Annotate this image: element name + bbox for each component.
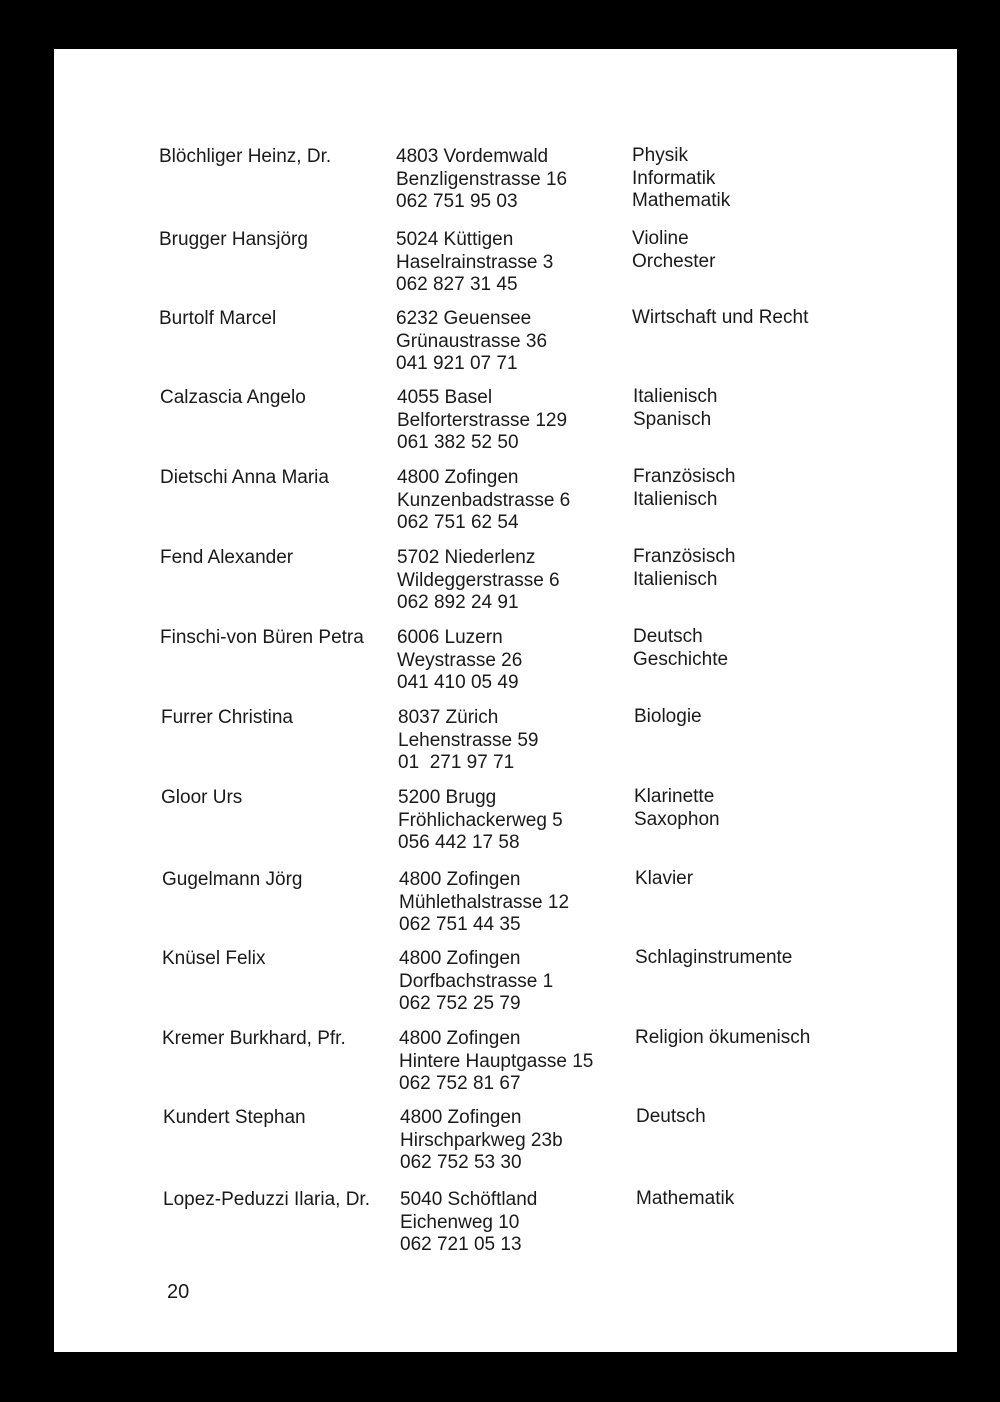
teacher-address <box>396 308 547 376</box>
subject: Schlaginstrumente <box>635 947 793 968</box>
address-city: 4800 Zofingen <box>397 467 519 488</box>
address-phone: 062 721 05 13 <box>400 1234 522 1255</box>
address-city: 5702 Niederlenz <box>397 547 536 568</box>
subject: Klarinette <box>634 786 715 807</box>
address-phone: 062 892 24 91 <box>397 592 519 613</box>
subject: Mathematik <box>632 190 731 211</box>
teacher-subjects <box>634 786 720 831</box>
subject: Informatik <box>632 167 716 189</box>
address-city: 4800 Zofingen <box>400 1107 522 1128</box>
teacher-address <box>398 707 539 775</box>
address-phone: 01 271 97 71 <box>398 752 515 773</box>
address-city: 4800 Zofingen <box>399 869 521 890</box>
subject: Französisch <box>633 466 736 487</box>
teacher-name: Calzascia Angelo <box>160 387 306 408</box>
teacher-address <box>396 229 553 297</box>
teacher-subjects <box>632 307 808 330</box>
teacher-name: Gugelmann Jörg <box>162 869 303 890</box>
address-street: Hintere Hauptgasse 15 <box>399 1050 594 1072</box>
teacher-address <box>397 547 560 615</box>
teacher-name: Furrer Christina <box>161 707 293 728</box>
address-phone: 062 751 95 03 <box>396 191 518 212</box>
subject: Spanisch <box>633 408 712 430</box>
address-city: 5024 Küttigen <box>396 229 514 250</box>
teacher-subjects <box>633 466 735 511</box>
address-phone: 056 442 17 58 <box>398 832 520 853</box>
subject: Deutsch <box>636 1106 706 1127</box>
teacher-subjects <box>634 706 702 729</box>
subject: Französisch <box>633 546 736 567</box>
teacher-address <box>397 627 522 695</box>
address-street: Haselrainstrasse 3 <box>396 251 554 273</box>
address-city: 4800 Zofingen <box>399 1028 521 1049</box>
address-city: 5040 Schöftland <box>400 1189 538 1210</box>
address-street: Lehenstrasse 59 <box>398 729 539 751</box>
subject: Italienisch <box>633 488 718 510</box>
teacher-subjects <box>636 1106 706 1129</box>
address-phone: 062 751 62 54 <box>397 512 519 533</box>
teacher-name: Lopez-Peduzzi Ilaria, Dr. <box>163 1189 370 1210</box>
page-number: 20 <box>167 1281 190 1303</box>
teacher-name: Blöchliger Heinz, Dr. <box>159 146 332 167</box>
address-street: Dorfbachstrasse 1 <box>399 970 554 992</box>
teacher-name: Finschi-von Büren Petra <box>160 627 364 648</box>
subject: Wirtschaft und Recht <box>632 307 809 328</box>
teacher-name: Gloor Urs <box>161 787 243 808</box>
teacher-address <box>399 869 569 937</box>
address-phone: 062 752 81 67 <box>399 1073 521 1094</box>
address-street: Belforterstrasse 129 <box>397 409 568 431</box>
teacher-subjects <box>632 228 715 273</box>
subject: Biologie <box>634 706 702 727</box>
teacher-subjects <box>636 1188 734 1211</box>
teacher-subjects <box>632 145 730 213</box>
address-street: Hirschparkweg 23b <box>400 1129 563 1151</box>
address-phone: 041 921 07 71 <box>396 353 518 374</box>
subject: Saxophon <box>634 808 720 830</box>
teacher-address <box>396 146 567 214</box>
address-city: 4800 Zofingen <box>399 948 521 969</box>
teacher-subjects <box>635 947 792 970</box>
teacher-name: Fend Alexander <box>160 547 294 568</box>
subject: Orchester <box>632 250 716 272</box>
address-street: Wildeggerstrasse 6 <box>397 569 560 591</box>
teacher-name: Dietschi Anna Maria <box>160 467 329 488</box>
teacher-subjects <box>633 546 735 591</box>
address-city: 6232 Geuensee <box>396 308 532 329</box>
teacher-address <box>397 467 570 535</box>
address-phone: 062 751 44 35 <box>399 914 521 935</box>
address-city: 4803 Vordemwald <box>396 146 549 167</box>
address-phone: 061 382 52 50 <box>397 432 519 453</box>
teacher-address <box>399 1028 593 1096</box>
teacher-subjects <box>633 386 718 431</box>
address-street: Eichenweg 10 <box>400 1211 520 1233</box>
address-street: Grünaustrasse 36 <box>396 330 548 352</box>
address-street: Benzligenstrasse 16 <box>396 168 568 190</box>
document-page <box>54 49 957 1352</box>
teacher-address <box>397 387 567 455</box>
teacher-name: Brugger Hansjörg <box>159 229 308 250</box>
teacher-address <box>398 787 563 855</box>
subject: Religion ökumenisch <box>635 1027 811 1048</box>
subject: Mathematik <box>636 1188 735 1209</box>
teacher-name: Knüsel Felix <box>162 948 266 969</box>
address-street: Weystrasse 26 <box>397 649 523 671</box>
subject: Klavier <box>635 868 694 889</box>
teacher-name: Burtolf Marcel <box>159 308 277 329</box>
address-city: 6006 Luzern <box>397 627 503 648</box>
address-city: 4055 Basel <box>397 387 493 408</box>
address-phone: 062 752 53 30 <box>400 1152 522 1173</box>
subject: Violine <box>632 228 689 249</box>
teacher-subjects <box>635 868 693 891</box>
teacher-address <box>399 948 553 1016</box>
subject: Physik <box>632 145 688 166</box>
address-city: 5200 Brugg <box>398 787 497 808</box>
subject: Geschichte <box>633 648 729 670</box>
address-city: 8037 Zürich <box>398 707 499 728</box>
address-phone: 062 827 31 45 <box>396 274 518 295</box>
teacher-name: Kremer Burkhard, Pfr. <box>162 1028 346 1049</box>
subject: Deutsch <box>633 626 703 647</box>
subject: Italienisch <box>633 386 718 407</box>
address-street: Mühlethalstrasse 12 <box>399 891 570 913</box>
teacher-name: Kundert Stephan <box>163 1107 306 1128</box>
subject: Italienisch <box>633 568 718 590</box>
address-street: Fröhlichackerweg 5 <box>398 809 563 831</box>
address-phone: 062 752 25 79 <box>399 993 521 1014</box>
teacher-subjects <box>633 626 728 671</box>
teacher-address <box>400 1189 537 1257</box>
address-street: Kunzenbadstrasse 6 <box>397 489 571 511</box>
address-phone: 041 410 05 49 <box>397 672 519 693</box>
teacher-subjects <box>635 1027 810 1050</box>
teacher-address <box>400 1107 563 1175</box>
